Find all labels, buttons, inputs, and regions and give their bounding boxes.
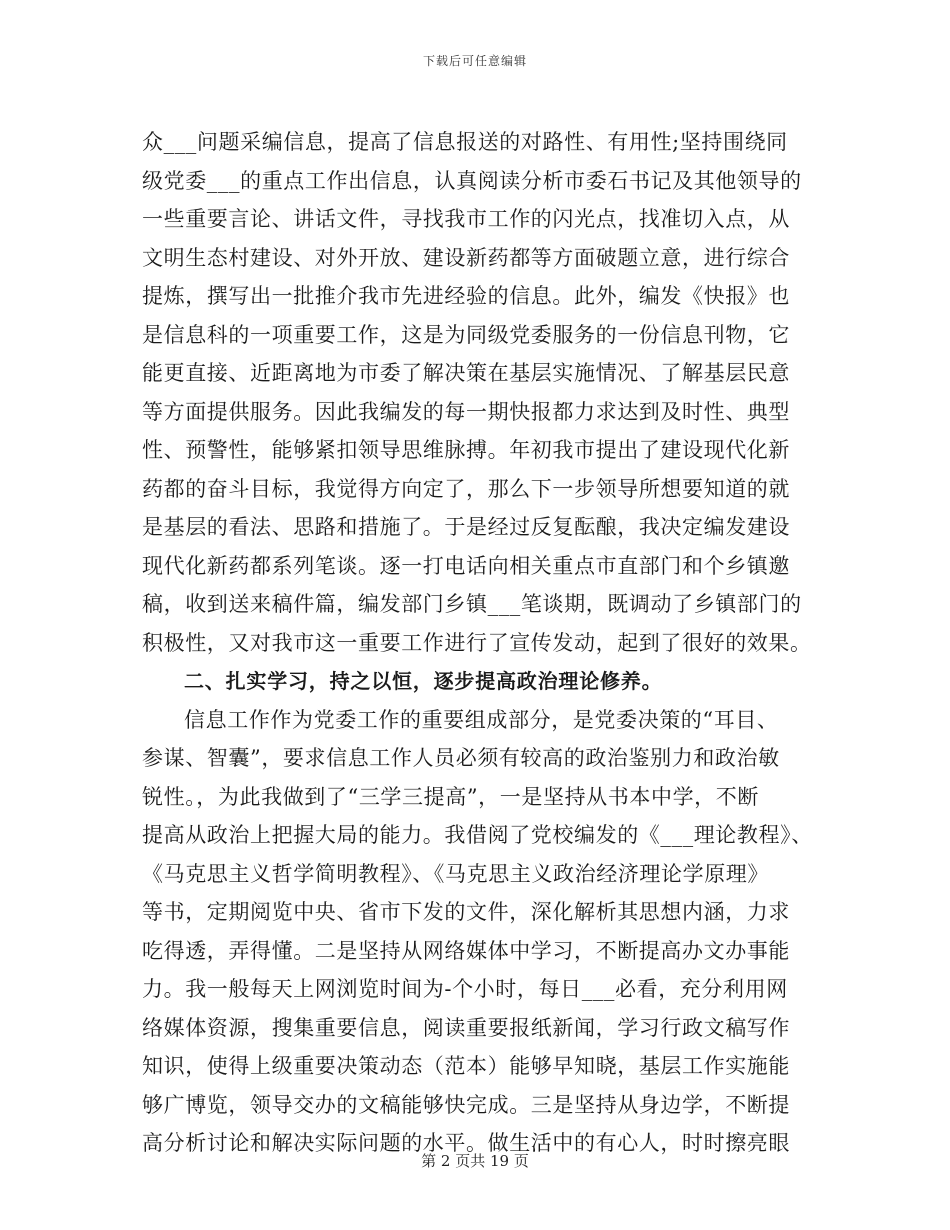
body-line: 锐性。，为此我做到了“三学三提高”，一是坚持从书本中学，不断 [142,784,759,809]
page-footer: 第 2 页共 19 页 [421,1152,529,1170]
body-line: 知识，使得上级重要决策动态（范本）能够早知晓，基层工作实施能 [142,1054,790,1078]
body-line: 文明生态村建设、对外开放、建设新药都等方面破题立意，进行综合 [142,245,790,270]
section-heading: 二、扎实学习，持之以恒，逐步提高政治理论修养。 [184,669,663,693]
body-line: 级党委___的重点工作出信息，认真阅读分析市委石书记及其他领导的 [142,168,802,193]
body-line: 等书，定期阅览中央、省市下发的文件，深化解析其思想内涵，力求 [142,900,790,924]
body-line: 参谋、智囊”，要求信息工作人员必须有较高的政治鉴别力和政治敏 [142,746,780,770]
body-line: 稿，收到送来稿件篇，编发部门乡镇___笔谈期，既调动了乡镇部门的 [142,592,802,616]
body-line: 高分析讨论和解决实际问题的水平。做生活中的有心人，时时擦亮眼 [142,1131,790,1155]
body-line: 是基层的看法、思路和措施了。于是经过反复酝酿，我决定编发建设 [142,515,790,539]
body-line: 一些重要言论、讲话文件，寻找我市工作的闪光点，找准切入点，从 [142,207,790,231]
body-line: 力。我一般每天上网浏览时间为-个小时，每日___必看，充分利用网 [142,977,788,1001]
body-line: 提炼，撰写出一批推介我市先进经验的信息。此外，编发《快报》也 [142,284,790,308]
document-body [142,123,813,1163]
body-line: 药都的奋斗目标，我觉得方向定了，那么下一步领导所想要知道的就 [142,476,790,501]
body-line: 积极性，又对我市这一重要工作进行了宣传发动，起到了很好的效果。 [142,630,812,655]
body-line: 络媒体资源，搜集重要信息，阅读重要报纸新闻，学习行政文稿写作 [142,1015,790,1040]
body-line: 能更直接、近距离地为市委了解决策在基层实施情况、了解基层民意 [142,361,790,385]
body-line: 性、预警性，能够紧扣领导思维脉搏。年初我市提出了建设现代化新 [142,438,790,462]
body-line: 现代化新药都系列笔谈。逐一打电话向相关重点市直部门和个乡镇邀 [142,553,790,578]
body-line: 够广博览，领导交办的文稿能够快完成。三是坚持从身边学，不断提 [142,1092,790,1117]
body-line: 等方面提供服务。因此我编发的每一期快报都力求达到及时性、典型 [142,399,790,424]
body-line: 提高从政治上把握大局的能力。我借阅了党校编发的《___理论教程》、 [142,823,813,847]
body-line: 是信息科的一项重要工作，这是为同级党委服务的一份信息刊物，它 [142,322,790,347]
paragraph-first-line: 信息工作作为党委工作的重要组成部分，是党委决策的“耳目、 [184,707,779,732]
page-header: 下载后可任意编辑 [422,54,527,68]
body-line: 《马克思主义哲学简明教程》、《马克思主义政治经济理论学原理》 [142,861,769,886]
body-line: 众___问题采编信息，提高了信息报送的对路性、有用性;坚持围绕同 [142,130,788,154]
body-line: 吃得透，弄得懂。二是坚持从网络媒体中学习，不断提高办文办事能 [142,938,790,963]
